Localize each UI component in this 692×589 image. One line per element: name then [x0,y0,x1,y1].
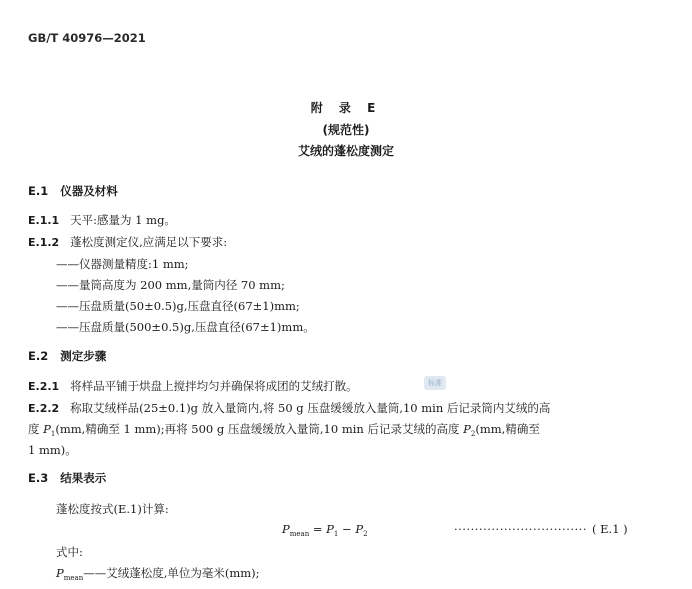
list-item: ——压盘质量(500±0.5)g,压盘直径(67±1)mm。 [56,320,315,334]
equals-sign: = [309,522,327,536]
formula [282,522,368,538]
subscript: 1 [50,430,56,438]
clause-e1-2 [28,234,227,250]
appendix-type: (规范性) [322,123,370,137]
clause-e2-2-line3: 1 mm)。 [28,443,77,457]
text-run: 度 [28,422,44,436]
appendix-name: 艾绒的蓬松度测定 [297,144,394,158]
formula-lhs: P [282,522,290,536]
clause-number: E.1.1 [28,214,60,227]
section-e2-heading [28,348,106,364]
clause-text: 称取艾绒样品(25±0.1)g 放入量筒内,将 50 g 压盘缓缓放入量筒,10 min 后记录筒内艾绒的高 [70,401,551,415]
clause-number: E.2.2 [28,402,60,415]
watermark-text: 标准 [428,379,442,387]
symbol-p2: P [463,422,471,436]
appendix-title: 附 录 E [310,101,382,115]
subscript: mean [63,574,84,582]
clause-number: E.2.1 [28,380,60,393]
clause-text: 蓬松度测定仪,应满足以下要求: [70,235,228,249]
section-e1-heading [28,183,118,199]
clause-e1-1 [28,212,176,228]
formula-number: ( E.1 ) [592,522,628,536]
where-label: 式中: [56,545,83,559]
clause-text: 将样品平铺于烘盘上搅拌均匀并确保将成团的艾绒打散。 [70,379,358,393]
list-item: ——压盘质量(50±0.5)g,压盘直径(67±1)mm; [56,299,300,313]
subscript: 2 [470,430,476,438]
clause-text: 天平:感量为 1 mg。 [70,213,176,227]
formula-p1: P [326,522,334,536]
definition-symbol: P [56,566,64,580]
section-number: E.3 [28,471,49,485]
clause-number: E.1.2 [28,236,60,249]
formula-intro: 蓬松度按式(E.1)计算: [56,502,169,516]
clause-e2-1 [28,378,358,394]
list-item: ——量筒高度为 200 mm,量筒内径 70 mm; [56,278,285,292]
minus-sign: − [338,522,356,536]
symbol-definition [56,565,260,582]
text-run: (mm,精确至 [475,422,540,436]
section-title: 测定步骤 [60,349,107,363]
subscript: mean [289,530,310,538]
watermark-logo [424,376,446,390]
clause-e2-2-line1 [28,400,550,416]
definition-text: ——艾绒蓬松度,单位为毫米(mm); [83,566,260,580]
list-item: ——仪器测量精度:1 mm; [56,257,189,271]
section-e3-heading [28,470,106,486]
section-title: 仪器及材料 [60,184,118,198]
subscript: 2 [363,530,368,538]
subscript: 1 [333,530,339,538]
section-title: 结果表示 [60,471,107,485]
symbol-p1: P [43,422,51,436]
text-run: (mm,精确至 1 mm);再将 500 g 压盘缓缓放入量筒,10 min 后记录艾绒的高度 [55,422,464,436]
clause-e2-2-line2 [28,421,540,438]
formula-leader-dots: ································ [454,522,587,536]
formula-p2: P [355,522,364,536]
section-number: E.2 [28,349,49,363]
standard-number: GB/T 40976—2021 [28,31,146,45]
section-number: E.1 [28,184,49,198]
